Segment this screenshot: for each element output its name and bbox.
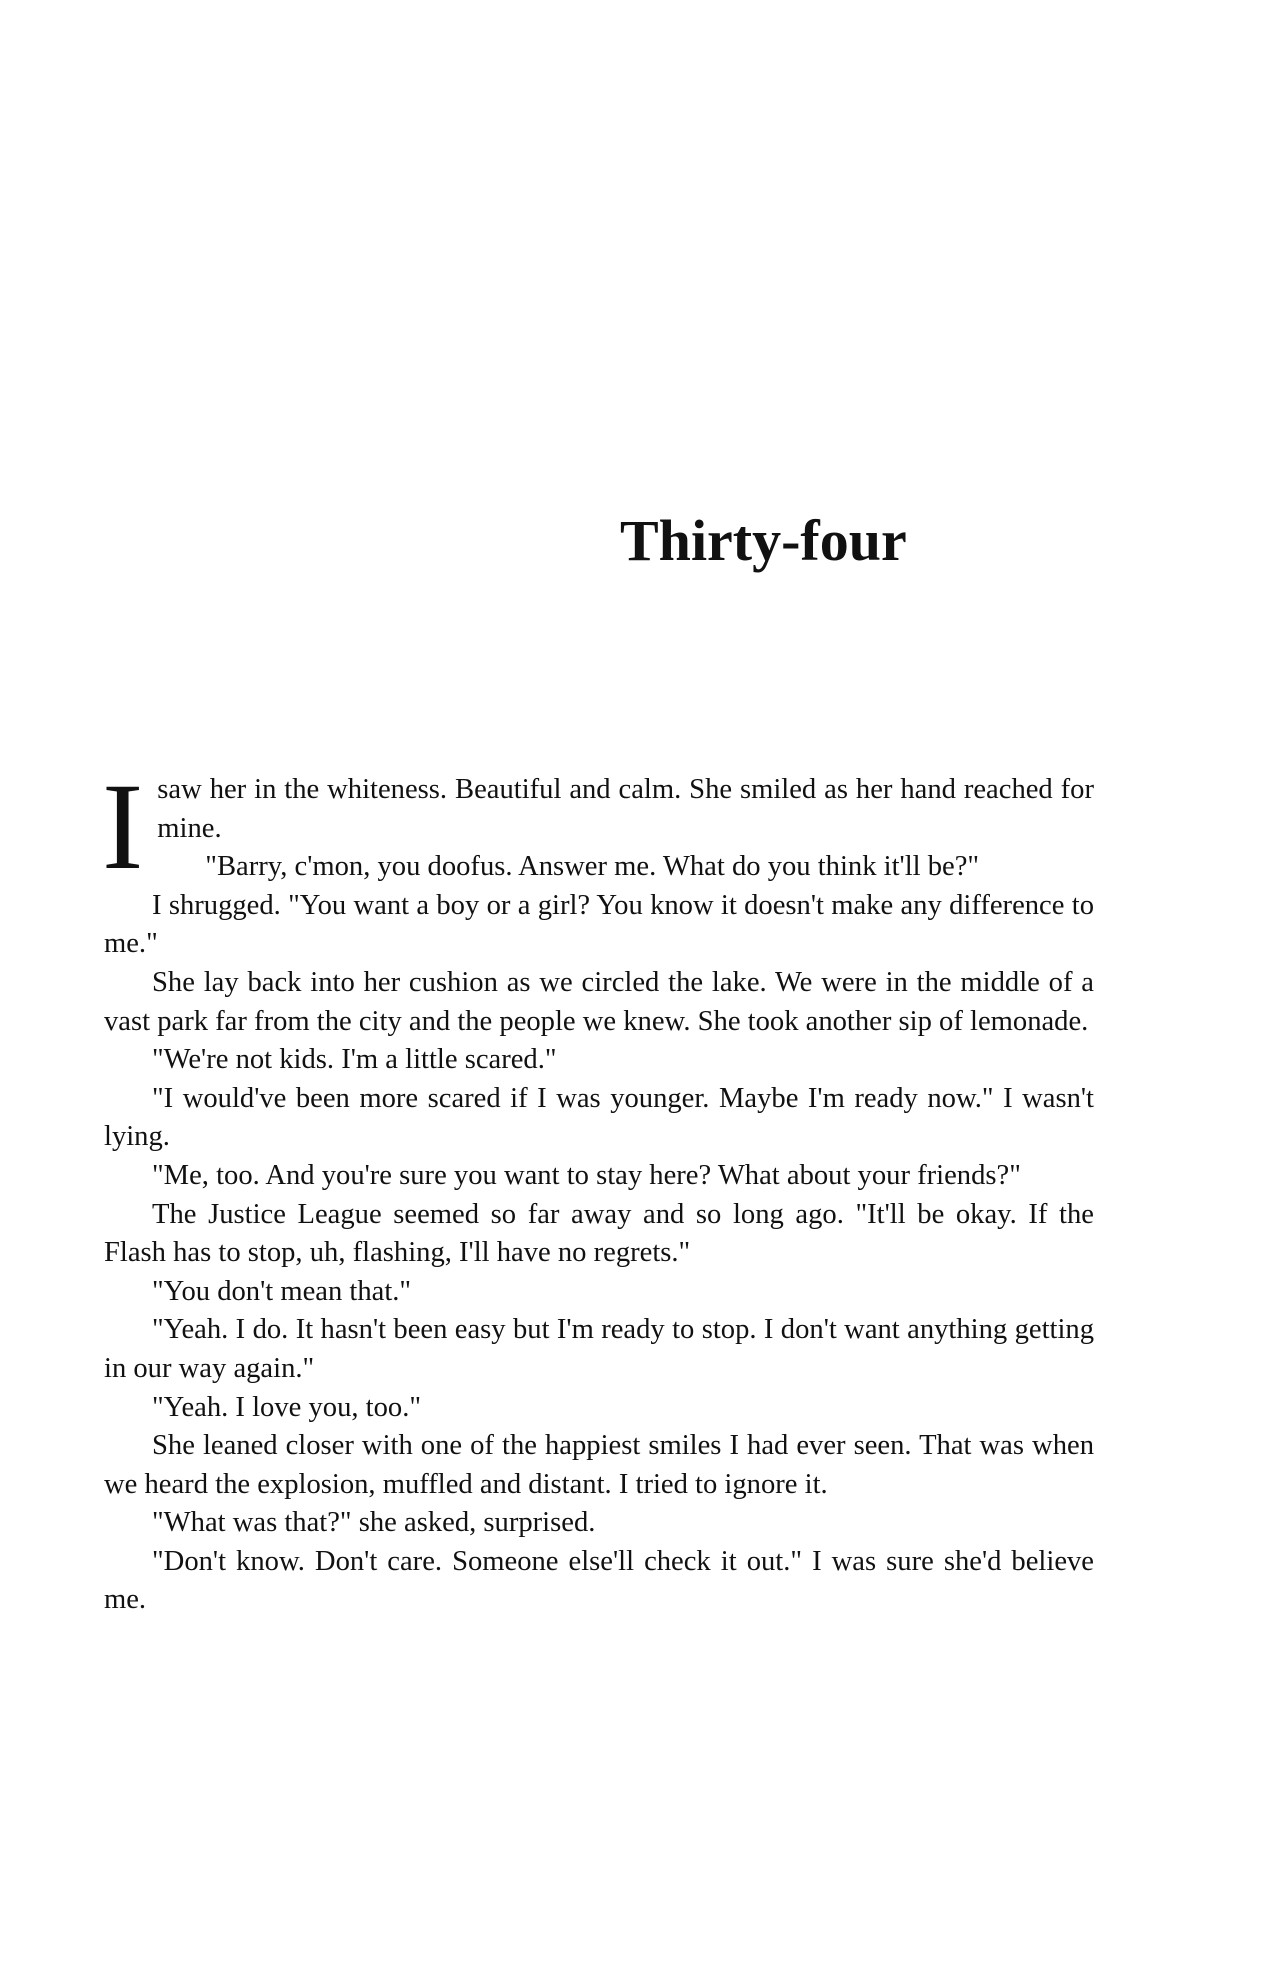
paragraph-2: "Barry, c'mon, you doofus. Answer me. What do you think it'll be?": [205, 851, 980, 883]
drop-cap: I: [102, 758, 144, 895]
chapter-title: Thirty-four: [620, 508, 907, 573]
paragraph-10: "Yeah. I do. It hasn't been easy but I'm ready to stop. I don't want anything getting in our way again.": [104, 1314, 1094, 1384]
paragraph-7: "Me, too. And you're sure you want to stay here? What about your friends?": [152, 1159, 1021, 1191]
paragraph-1-text: saw her in the whiteness. Beautiful and calm. She smiled as her hand reached for mine.: [157, 774, 1094, 844]
chapter-body: [102, 758, 1094, 1620]
paragraph-5: "We're not kids. I'm a little scared.": [152, 1044, 557, 1076]
paragraph-12: She leaned closer with one of the happiest smiles I had ever seen. That was when we heard the explosion, muffled and distant. I tried to ignore it.: [104, 1430, 1094, 1500]
paragraph-11: "Yeah. I love you, too.": [152, 1391, 422, 1423]
paragraph-9: "You don't mean that.": [152, 1275, 412, 1307]
paragraph-8: The Justice League seemed so far away and so long ago. "It'll be okay. If the Flash has to stop, uh, flashing, I'll have no regrets.": [104, 1198, 1094, 1269]
paragraph-3: I shrugged. "You want a boy or a girl? You know it doesn't make any difference to me.": [104, 889, 1094, 960]
paragraph-4: She lay back into her cushion as we circled the lake. We were in the middle of a vast park far from the city and the people we knew. She took another sip of lemonade.: [104, 966, 1094, 1037]
paragraph-14: "Don't know. Don't care. Someone else'll check it out." I was sure she'd believe me.: [104, 1545, 1094, 1616]
paragraph-6: "I would've been more scared if I was younger. Maybe I'm ready now." I wasn't lying.: [104, 1082, 1094, 1153]
paragraph-13: "What was that?" she asked, surprised.: [152, 1507, 596, 1539]
